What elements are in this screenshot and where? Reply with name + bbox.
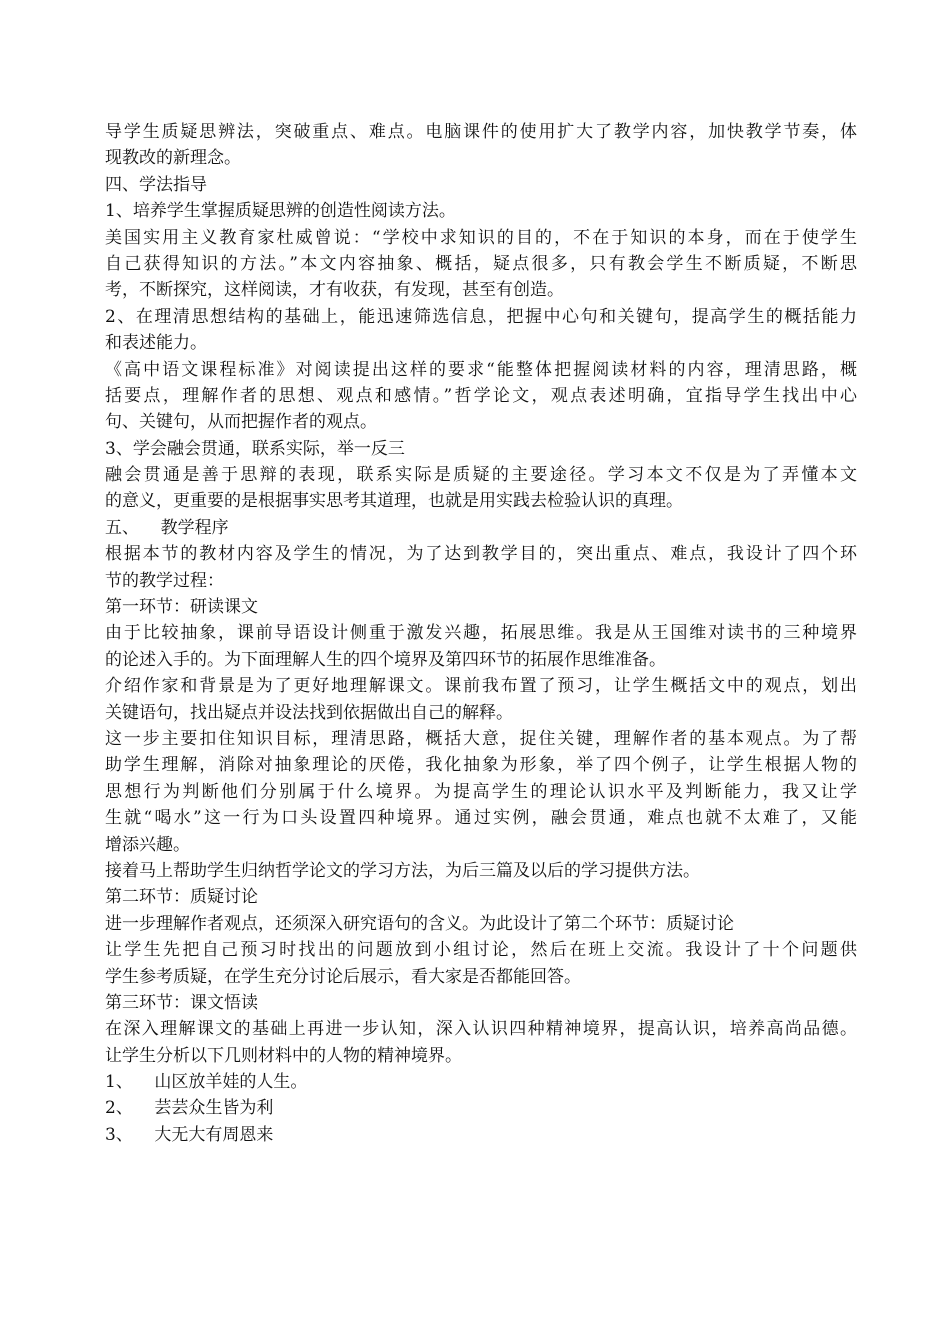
text-line: 括要点，理解作者的思想、观点和感情。”哲学论文，观点表述明确，宜指导学生找出中心 <box>105 385 857 406</box>
text-line: 介绍作家和背景是为了更好地理解课文。课前我布置了预习，让学生概括文中的观点，划出 <box>105 676 857 697</box>
text-line: 让学生先把自己预习时找出的问题放到小组讨论，然后在班上交流。我设计了十个问题供 <box>105 940 857 961</box>
text-line: 生就“喝水”这一行为口头设置四种境界。通过实例，融会贯通，难点也就不太难了，又能 <box>105 808 857 829</box>
text-line: 的意义，更重要的是根据事实思考其道理，也就是用实践去检验认识的真理。 <box>105 491 683 512</box>
text-line: 第三环节：课文悟读 <box>105 992 258 1013</box>
text-line: 3、 大无大有周恩来 <box>105 1124 274 1145</box>
text-line: 1、 山区放羊娃的人生。 <box>105 1072 308 1093</box>
text-line: 现教改的新理念。 <box>105 148 241 169</box>
text-line: 考，不断探究，这样阅读，才有收获，有发现，甚至有创造。 <box>105 280 564 301</box>
text-line: 关键语句，找出疑点并设法找到依据做出自己的解释。 <box>105 702 513 723</box>
text-line: 导学生质疑思辨法，突破重点、难点。电脑课件的使用扩大了教学内容，加快教学节奏，体 <box>105 122 857 142</box>
text-line: 在深入理解课文的基础上再进一步认知，深入认识四种精神境界，提高认识，培养高尚品德。 <box>105 1019 857 1040</box>
text-line: 节的教学过程： <box>105 570 224 591</box>
text-line: 融会贯通是善于思辩的表现，联系实际是质疑的主要途径。学习本文不仅是为了弄懂本文 <box>105 465 857 486</box>
document-body <box>105 119 857 1148</box>
text-line: 进一步理解作者观点，还须深入研究语句的含义。为此设计了第二个环节：质疑讨论 <box>105 913 734 934</box>
text-line: 第一环节：研读课文 <box>105 597 258 618</box>
text-line: 2、 芸芸众生皆为利 <box>105 1098 274 1119</box>
text-line: 五、 教学程序 <box>105 517 229 538</box>
text-line: 自己获得知识的方法。”本文内容抽象、概括，疑点很多，只有教会学生不断质疑，不断思 <box>105 253 857 274</box>
text-line: 学生参考质疑，在学生充分讨论后展示，看大家是否都能回答。 <box>105 966 581 987</box>
text-line: 由于比较抽象，课前导语设计侧重于激发兴趣，拓展思维。我是从王国维对读书的三种境界 <box>105 623 857 644</box>
text-line: 四、学法指导 <box>105 174 207 195</box>
text-line: 3、学会融会贯通，联系实际，举一反三 <box>105 438 405 459</box>
text-line: 第二环节：质疑讨论 <box>105 887 258 908</box>
text-line: 句、关键句，从而把握作者的观点。 <box>105 412 377 433</box>
text-line: 助学生理解，消除对抽象理论的厌倦，我化抽象为形象，举了四个例子，让学生根据人物的 <box>105 755 857 776</box>
text-line: 《高中语文课程标准》对阅读提出这样的要求“能整体把握阅读材料的内容，理清思路，概 <box>105 359 857 380</box>
text-line: 2、在理清思想结构的基础上，能迅速筛选信息，把握中心句和关键句，提高学生的概括能力 <box>105 306 857 327</box>
text-line: 根据本节的教材内容及学生的情况，为了达到教学目的，突出重点、难点，我设计了四个环 <box>105 544 857 565</box>
text-line: 增添兴趣。 <box>105 834 190 855</box>
text-line: 和表述能力。 <box>105 333 207 354</box>
text-line: 1、培养学生掌握质疑思辨的创造性阅读方法。 <box>105 201 456 222</box>
text-line: 思想行为判断他们分别属于什么境界。为提高学生的理论认识水平及判断能力，我又让学 <box>105 781 857 802</box>
text-line: 的论述入手的。为下面理解人生的四个境界及第四环节的拓展作思维准备。 <box>105 649 666 670</box>
text-line: 让学生分析以下几则材料中的人物的精神境界。 <box>105 1045 462 1066</box>
text-line: 这一步主要扣住知识目标，理清思路，概括大意，捉住关键，理解作者的基本观点。为了帮 <box>105 728 857 749</box>
text-line: 接着马上帮助学生归纳哲学论文的学习方法，为后三篇及以后的学习提供方法。 <box>105 860 700 881</box>
text-line: 美国实用主义教育家杜威曾说：“学校中求知识的目的，不在于知识的本身，而在于使学生 <box>105 227 857 248</box>
